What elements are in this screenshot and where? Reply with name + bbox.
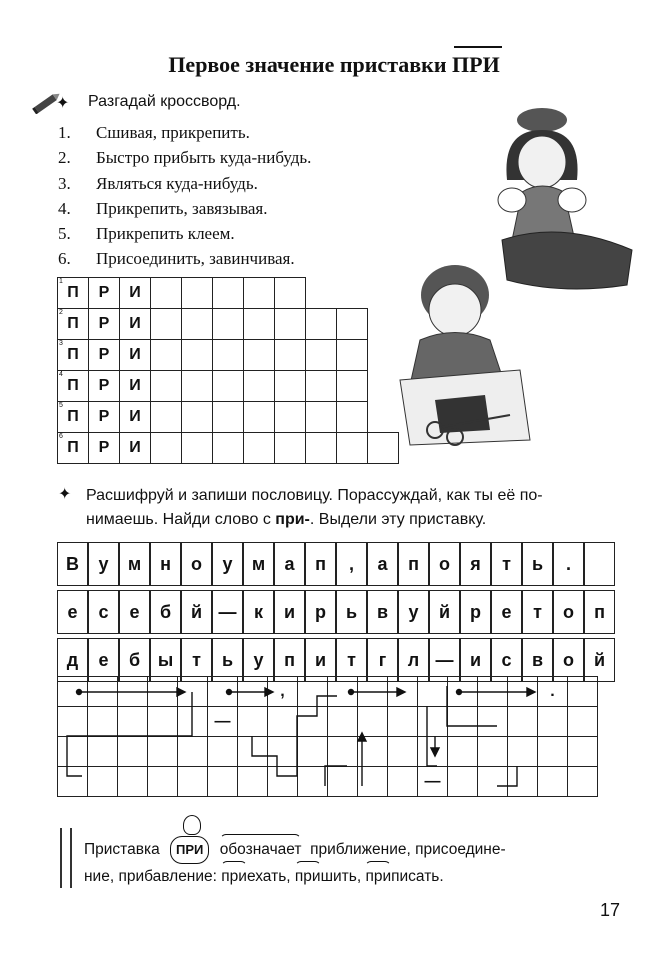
cipher-cell: ь <box>336 590 367 634</box>
crossword-cell[interactable] <box>213 402 244 433</box>
page-number: 17 <box>599 900 620 920</box>
cipher-cell: о <box>553 590 584 634</box>
crossword-cell[interactable] <box>213 371 244 402</box>
crossword-cell[interactable] <box>306 433 337 464</box>
star-bullet-icon: ✦ <box>56 95 70 112</box>
crossword-row <box>58 371 399 402</box>
cipher-cell: о <box>181 542 212 586</box>
crossword-row <box>58 402 399 433</box>
cipher-cell: п <box>305 542 336 586</box>
cipher-cell: с <box>491 638 522 682</box>
row-number: 4 <box>59 371 63 378</box>
given-letter: И <box>129 377 141 394</box>
face-icon <box>183 815 201 835</box>
crossword-row <box>58 309 399 340</box>
answer-cell[interactable]: — <box>418 767 448 797</box>
crossword-cell[interactable] <box>89 278 120 309</box>
answer-cell[interactable]: , <box>268 677 298 707</box>
cipher-cell: п <box>398 542 429 586</box>
cipher-cell: р <box>460 590 491 634</box>
cipher-cell <box>584 542 615 586</box>
row-number: 1 <box>59 278 63 285</box>
crossword-cell[interactable] <box>58 371 89 402</box>
crossword-cell[interactable] <box>275 340 306 371</box>
cipher-cell: т <box>181 638 212 682</box>
clue-text: Присоединить, завинчивая. <box>96 249 295 269</box>
crossword-cell[interactable] <box>58 402 89 433</box>
given-letter: П <box>67 408 79 425</box>
given-letter: И <box>129 315 141 332</box>
crossword-cell[interactable] <box>89 402 120 433</box>
cipher-cell: о <box>553 638 584 682</box>
crossword-cell[interactable] <box>151 278 182 309</box>
crossword-cell[interactable] <box>306 309 337 340</box>
crossword <box>57 277 399 464</box>
crossword-cell[interactable] <box>306 402 337 433</box>
crossword-cell[interactable] <box>182 371 213 402</box>
given-letter: Р <box>98 377 110 394</box>
cipher-cell: у <box>88 542 119 586</box>
crossword-cell[interactable] <box>89 340 120 371</box>
cipher-cell: в <box>367 590 398 634</box>
cipher-cell: а <box>367 542 398 586</box>
crossword-cell[interactable] <box>337 340 368 371</box>
crossword-cell[interactable] <box>244 340 275 371</box>
clue-number: 4. <box>58 198 71 218</box>
cipher-cell: л <box>398 638 429 682</box>
clue-text: Прикрепить, завязывая. <box>96 198 268 218</box>
crossword-cell[interactable] <box>244 278 275 309</box>
cipher-cell: — <box>429 638 460 682</box>
crossword-row <box>58 278 399 309</box>
crossword-cell[interactable] <box>244 402 275 433</box>
cipher-cell: у <box>398 590 429 634</box>
clue-text: Прикрепить клеем. <box>96 224 235 244</box>
clue-number: 6. <box>58 249 71 269</box>
crossword-cell[interactable] <box>306 340 337 371</box>
crossword-cell[interactable] <box>337 433 368 464</box>
crossword-cell[interactable] <box>182 309 213 340</box>
crossword-cell[interactable] <box>275 309 306 340</box>
answer-grid <box>57 676 598 797</box>
clue-text: Являться куда-нибудь. <box>96 173 258 193</box>
cipher-cell: с <box>88 590 119 634</box>
cipher-grid <box>57 538 615 686</box>
clue-number: 2. <box>58 148 71 168</box>
crossword-cell[interactable] <box>182 278 213 309</box>
cipher-row <box>57 542 615 586</box>
crossword-cell[interactable] <box>58 340 89 371</box>
crossword-cell[interactable] <box>275 278 306 309</box>
row-number: 5 <box>59 402 63 409</box>
crossword-cell[interactable] <box>58 278 89 309</box>
clue-number: 3. <box>58 173 71 193</box>
cipher-cell: е <box>88 638 119 682</box>
answer-cell[interactable]: . <box>538 677 568 707</box>
clue-item <box>58 120 311 145</box>
given-letter: Р <box>98 439 110 456</box>
cipher-cell: . <box>553 542 584 586</box>
given-letter: Р <box>98 315 110 332</box>
cipher-cell: б <box>150 590 181 634</box>
route-arrows <box>57 676 617 802</box>
row-number: 3 <box>59 340 63 347</box>
cipher-cell: я <box>460 542 491 586</box>
clue-text: Сшивая, прикрепить. <box>96 123 250 142</box>
cipher-cell: у <box>212 542 243 586</box>
given-letter: Р <box>98 284 110 301</box>
note-bar <box>60 828 72 888</box>
crossword-cell[interactable] <box>151 402 182 433</box>
crossword-cell[interactable] <box>244 371 275 402</box>
cipher-cell: б <box>119 638 150 682</box>
given-letter: И <box>129 284 141 301</box>
given-letter: П <box>67 346 79 363</box>
prefix-highlight: при- <box>275 511 310 528</box>
crossword-cell[interactable] <box>275 402 306 433</box>
crossword-cell[interactable] <box>89 371 120 402</box>
row-number: 6 <box>59 433 63 440</box>
star-bullet-icon: ✦ <box>58 486 72 503</box>
cipher-cell: г <box>367 638 398 682</box>
given-letter: П <box>67 439 79 456</box>
crossword-row <box>58 433 399 464</box>
crossword-cell[interactable] <box>337 402 368 433</box>
cipher-cell: ы <box>150 638 181 682</box>
crossword-cell[interactable] <box>151 340 182 371</box>
pri-badge: ПРИ <box>170 836 209 864</box>
cipher-cell: в <box>522 638 553 682</box>
crossword-cell[interactable] <box>182 402 213 433</box>
clue-item <box>58 246 311 271</box>
given-letter: Р <box>98 346 110 363</box>
crossword-cell[interactable] <box>306 371 337 402</box>
clue-list <box>58 120 311 272</box>
cipher-cell: е <box>491 590 522 634</box>
cipher-cell: и <box>305 638 336 682</box>
crossword-cell[interactable] <box>244 433 275 464</box>
clue-number: 1. <box>58 123 71 142</box>
crossword-cell[interactable] <box>120 309 151 340</box>
rule-note: Приставка ПРИ обозначает приближение, присоедине- ние, прибавление: приехать, пришить, приписать. <box>84 836 644 890</box>
cipher-cell: п <box>274 638 305 682</box>
cipher-row <box>57 590 615 634</box>
cipher-cell: п <box>584 590 615 634</box>
task2-text: Расшифруй и запиши пословицу. Порассуждай, как ты её по- нимаешь. Найди слово с при-. Выдели эту приставку. <box>86 487 543 528</box>
cipher-cell: т <box>491 542 522 586</box>
clue-number: 5. <box>58 224 71 244</box>
cipher-cell: у <box>243 638 274 682</box>
crossword-cell[interactable] <box>337 309 368 340</box>
row-number: 2 <box>59 309 63 316</box>
cipher-cell: к <box>243 590 274 634</box>
crossword-cell[interactable] <box>182 433 213 464</box>
crossword-cell[interactable] <box>213 433 244 464</box>
given-letter: П <box>67 315 79 332</box>
task1-text: Разгадай кроссворд. <box>88 93 241 110</box>
crossword-cell[interactable] <box>120 340 151 371</box>
crossword-cell[interactable] <box>275 433 306 464</box>
cipher-cell: й <box>584 638 615 682</box>
cipher-cell: ь <box>522 542 553 586</box>
clue-item <box>58 145 311 170</box>
cipher-cell: о <box>429 542 460 586</box>
cipher-cell: е <box>119 590 150 634</box>
cipher-cell: а <box>274 542 305 586</box>
crossword-cell[interactable] <box>213 340 244 371</box>
boy-cutting-illustration <box>380 255 550 470</box>
empty-space <box>337 278 368 309</box>
cipher-cell: м <box>243 542 274 586</box>
crossword-cell[interactable] <box>182 340 213 371</box>
empty-space <box>306 278 337 309</box>
clue-item <box>58 196 311 221</box>
cipher-cell: ь <box>212 638 243 682</box>
cipher-cell: В <box>57 542 88 586</box>
page-title: Первое значение приставки ПРИ <box>168 52 500 77</box>
given-letter: И <box>129 408 141 425</box>
cipher-cell: — <box>212 590 243 634</box>
cipher-cell: й <box>429 590 460 634</box>
clue-text: Быстро прибыть куда-нибудь. <box>96 148 312 168</box>
cipher-cell: м <box>119 542 150 586</box>
clue-item <box>58 171 311 196</box>
given-letter: П <box>67 377 79 394</box>
crossword-cell[interactable] <box>120 371 151 402</box>
cipher-cell: е <box>57 590 88 634</box>
crossword-cell[interactable] <box>244 309 275 340</box>
crossword-cell[interactable] <box>151 371 182 402</box>
given-letter: И <box>129 439 141 456</box>
crossword-cell[interactable] <box>89 309 120 340</box>
crossword-cell[interactable] <box>275 371 306 402</box>
cipher-cell: и <box>274 590 305 634</box>
cipher-cell: т <box>336 638 367 682</box>
given-letter: И <box>129 346 141 363</box>
answer-cell[interactable]: — <box>208 707 238 737</box>
crossword-cell[interactable] <box>120 278 151 309</box>
crossword-cell[interactable] <box>120 433 151 464</box>
crossword-cell[interactable] <box>89 433 120 464</box>
given-letter: Р <box>98 408 110 425</box>
cipher-cell: р <box>305 590 336 634</box>
cipher-cell: т <box>522 590 553 634</box>
cipher-cell: и <box>460 638 491 682</box>
crossword-cell[interactable] <box>120 402 151 433</box>
crossword-cell[interactable] <box>58 433 89 464</box>
cipher-cell: н <box>150 542 181 586</box>
cipher-cell: д <box>57 638 88 682</box>
crossword-cell[interactable] <box>337 371 368 402</box>
crossword-cell[interactable] <box>213 278 244 309</box>
title-prefix: ПРИ <box>452 52 500 77</box>
crossword-cell[interactable] <box>151 433 182 464</box>
clue-item <box>58 221 311 246</box>
crossword-cell[interactable] <box>58 309 89 340</box>
given-letter: П <box>67 284 79 301</box>
crossword-row <box>58 340 399 371</box>
cipher-cell: й <box>181 590 212 634</box>
cipher-cell: , <box>336 542 367 586</box>
crossword-cell[interactable] <box>213 309 244 340</box>
crossword-cell[interactable] <box>151 309 182 340</box>
